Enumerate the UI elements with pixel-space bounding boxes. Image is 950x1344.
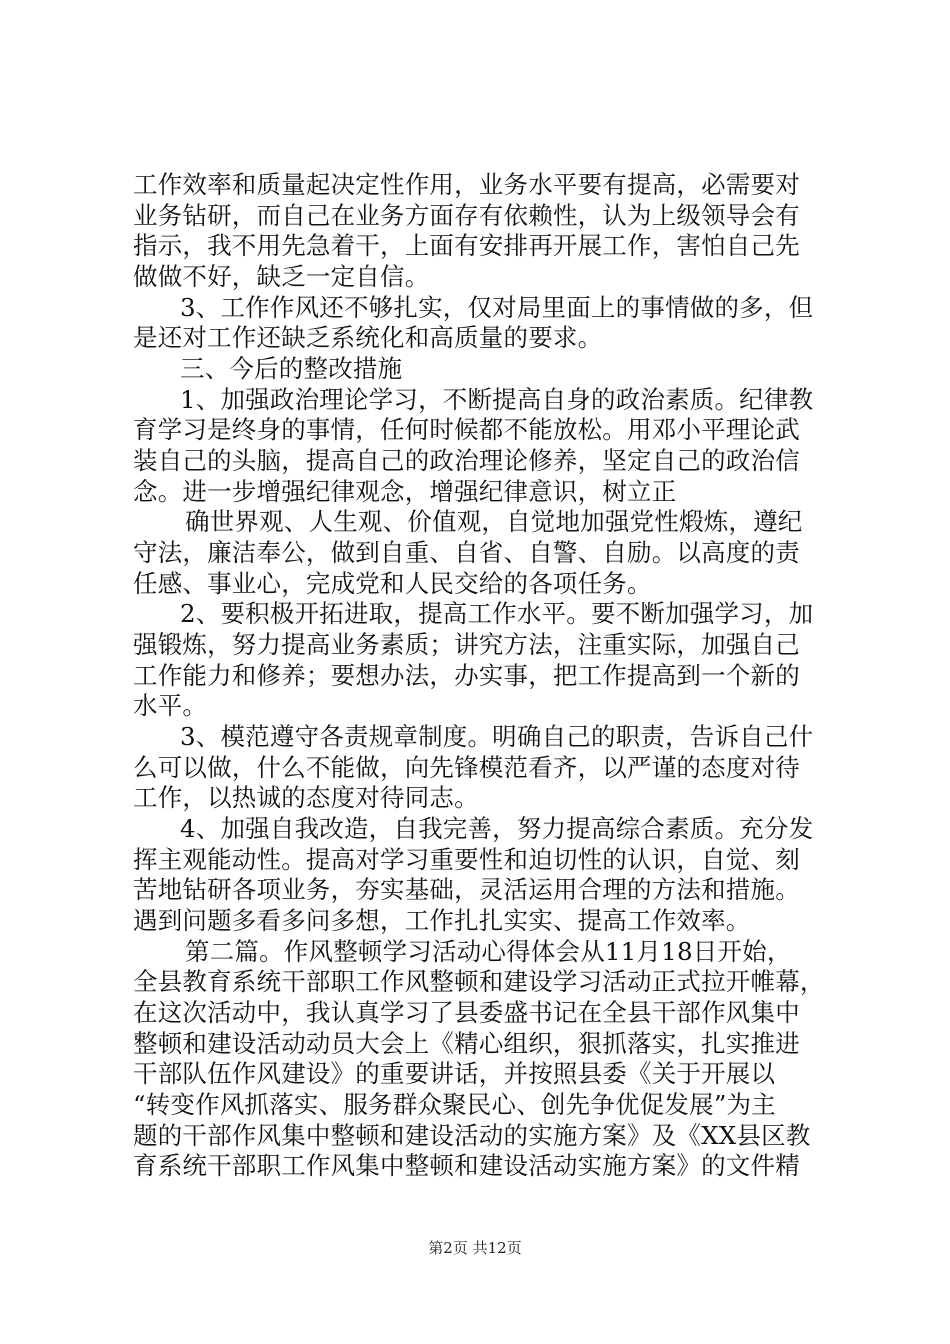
body-line: “转变作风抓落实、服务群众聚民心、创先争优促发展”为主 bbox=[133, 1090, 776, 1119]
body-line: 挥主观能动性。提高对学习重要性和迫切性的认识，自觉、刻 bbox=[133, 844, 800, 874]
body-line: 2、要积极开拓进取，提高工作水平。要不断加强学习，加 bbox=[180, 599, 814, 629]
body-line: 装自己的头脑，提高自己的政治理论修养，坚定自己的政治信 bbox=[133, 446, 800, 475]
body-line: 守法，廉洁奉公，做到自重、自省、自警、自励。以高度的责 bbox=[133, 538, 800, 567]
section-heading: 三、今后的整改措施 bbox=[180, 354, 403, 383]
body-line: 强锻炼，努力提高业务素质；讲究方法，注重实际，加强自己 bbox=[133, 630, 800, 659]
body-line: 全县教育系统干部职工作风整顿和建设学习活动正式拉开帷幕， bbox=[133, 967, 825, 997]
body-line: 苦地钻研各项业务，夯实基础，灵活运用合理的方法和措施。 bbox=[133, 875, 800, 905]
body-line: 任感、事业心，完成党和人民交给的各项任务。 bbox=[133, 568, 652, 598]
body-line: 在这次活动中，我认真学习了县委盛书记在全县干部作风集中 bbox=[133, 998, 800, 1027]
body-line: 整顿和建设活动动员大会上《精心组织，狠抓落实，扎实推进 bbox=[133, 1028, 800, 1058]
body-line: 3、工作作风还不够扎实，仅对局里面上的事情做的多，但 bbox=[180, 292, 814, 322]
body-line: 工作能力和修养；要想办法，办实事，把工作提高到一个新的 bbox=[133, 660, 800, 690]
page-footer: 第2页 共12页 bbox=[428, 1239, 522, 1257]
body-line: 水平。 bbox=[133, 691, 208, 721]
body-line: 么可以做，什么不能做，向先锋模范看齐，以严谨的态度对待 bbox=[133, 752, 800, 782]
body-line: 遇到问题多看多问多想，工作扎扎实实、提高工作效率。 bbox=[133, 906, 751, 935]
body-line: 是还对工作还缺乏系统化和高质量的要求。 bbox=[133, 323, 603, 353]
body-line: 3、模范遵守各责规章制度。明确自己的职责，告诉自己什 bbox=[180, 722, 814, 751]
body-line: 念。进一步增强纪律观念，增强纪律意识，树立正 bbox=[133, 476, 677, 506]
body-line: 工作效率和质量起决定性作用，业务水平要有提高，必需要对 bbox=[133, 170, 800, 199]
body-line: 确世界观、人生观、价值观，自觉地加强党性煅炼，遵纪 bbox=[185, 507, 803, 537]
body-line: 题的干部作风集中整顿和建设活动的实施方案》及《XX县区教 bbox=[133, 1120, 811, 1150]
body-line: 做做不好，缺乏一定自信。 bbox=[133, 262, 430, 291]
body-line: 指示，我不用先急着干，上面有安排再开展工作，害怕自己先 bbox=[133, 231, 800, 261]
body-line: 育学习是终身的事情，任何时候都不能放松。用邓小平理论武 bbox=[133, 415, 800, 445]
body-line: 干部队伍作风建设》的重要讲话，并按照县委《关于开展以 bbox=[133, 1059, 776, 1089]
body-line: 第二篇。作风整顿学习活动心得体会从11月18日开始， bbox=[185, 936, 792, 966]
body-line: 4、加强自我改造，自我完善，努力提高综合素质。充分发 bbox=[180, 814, 814, 843]
body-line: 育系统干部职工作风集中整顿和建设活动实施方案》的文件精 bbox=[133, 1151, 800, 1181]
body-line: 工作，以热诚的态度对待同志。 bbox=[133, 783, 479, 813]
body-line: 1、加强政治理论学习，不断提高自身的政治素质。纪律教 bbox=[180, 384, 814, 414]
body-line: 业务钻研，而自己在业务方面存有依赖性，认为上级领导会有 bbox=[133, 200, 800, 230]
